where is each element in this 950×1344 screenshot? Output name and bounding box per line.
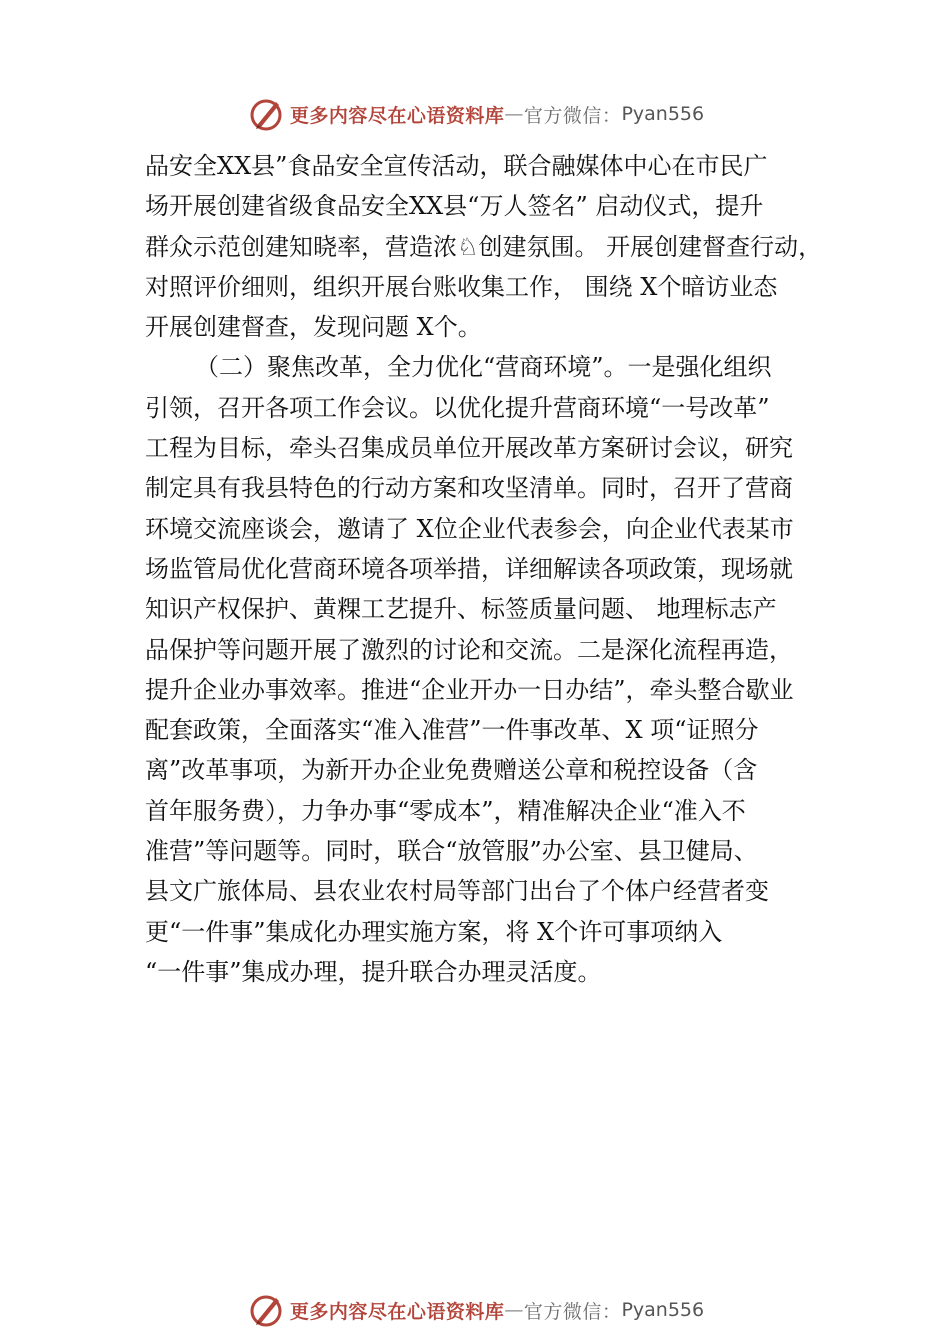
body-line: 制定具有我县特色的行动方案和攻坚清单。同时，召开了营商 <box>145 474 793 503</box>
document-body <box>145 146 845 992</box>
header-wechat-label: 官方微信： <box>523 104 622 127</box>
body-line: 场监管局优化营商环境各项举措，详细解读各项政策，现场就 <box>145 554 793 583</box>
body-line: 对照评价细则，组织开展台账收集工作， 围绕 X个暗访业态 <box>145 272 778 301</box>
footer-watermark <box>0 1288 950 1332</box>
body-line: 环境交流座谈会，邀请了 X位企业代表参会，向企业代表某市 <box>145 514 794 543</box>
body-line: 准营”等问题等。同时，联合“放管服”办公室、县卫健局、 <box>145 837 758 866</box>
footer-dash: — <box>504 1299 524 1321</box>
pen-logo-icon <box>246 94 286 134</box>
header-library-text: 更多内容尽在心语资料库 <box>289 104 505 127</box>
pen-logo-icon <box>246 1290 286 1330</box>
body-line: 县文广旅体局、县农业农村局等部门出台了个体户经营者变 <box>145 877 769 906</box>
header-wechat-id: Pyan556 <box>621 103 705 125</box>
body-line: 首年服务费），力争办事“零成本”，精准解决企业“准入不 <box>145 796 746 825</box>
body-line: 场开展创建省级食品安全XX县“万人签名” 启动仪式，提升 <box>145 192 764 221</box>
body-line: 开展创建督查，发现问题 X个。 <box>145 313 482 342</box>
body-line: “一件事”集成办理，提升联合办理灵活度。 <box>145 957 602 986</box>
header-watermark <box>0 92 950 136</box>
body-line: 提升企业办事效率。推进“企业开办一日办结”，牵头整合歇业 <box>145 675 794 704</box>
body-line: 更“一件事”集成化办理实施方案，将 X个许可事项纳入 <box>145 917 723 946</box>
header-dash: — <box>504 103 524 125</box>
paragraph-heading-line: （二）聚焦改革，全力优化“营商环境”。一是强化组织 <box>195 353 772 382</box>
footer-library-text: 更多内容尽在心语资料库 <box>289 1300 505 1323</box>
footer-wechat-id: Pyan556 <box>621 1299 705 1321</box>
footer-wechat-label: 官方微信： <box>523 1300 622 1323</box>
body-line: 离”改革事项，为新开办企业免费赠送公章和税控设备（含 <box>145 756 758 785</box>
body-line: 品安全XX县”食品安全宣传活动，联合融媒体中心在市民广 <box>145 152 768 180</box>
body-line: 工程为目标，牵头召集成员单位开展改革方案研讨会议，研究 <box>145 434 793 463</box>
body-line: 品保护等问题开展了激烈的讨论和交流。二是深化流程再造， <box>145 635 793 664</box>
body-line: 知识产权保护、黄粿工艺提升、标签质量问题、 地理标志产 <box>145 595 777 624</box>
body-line: 配套政策，全面落实“准入准营”一件事改革、X 项“证照分 <box>145 716 759 745</box>
body-line: 群众示范创建知晓率，营造浓♘创建氛围。 开展创建督查行动， <box>145 232 823 261</box>
body-line: 引领，召开各项工作会议。以优化提升营商环境“一号改革” <box>145 393 770 422</box>
